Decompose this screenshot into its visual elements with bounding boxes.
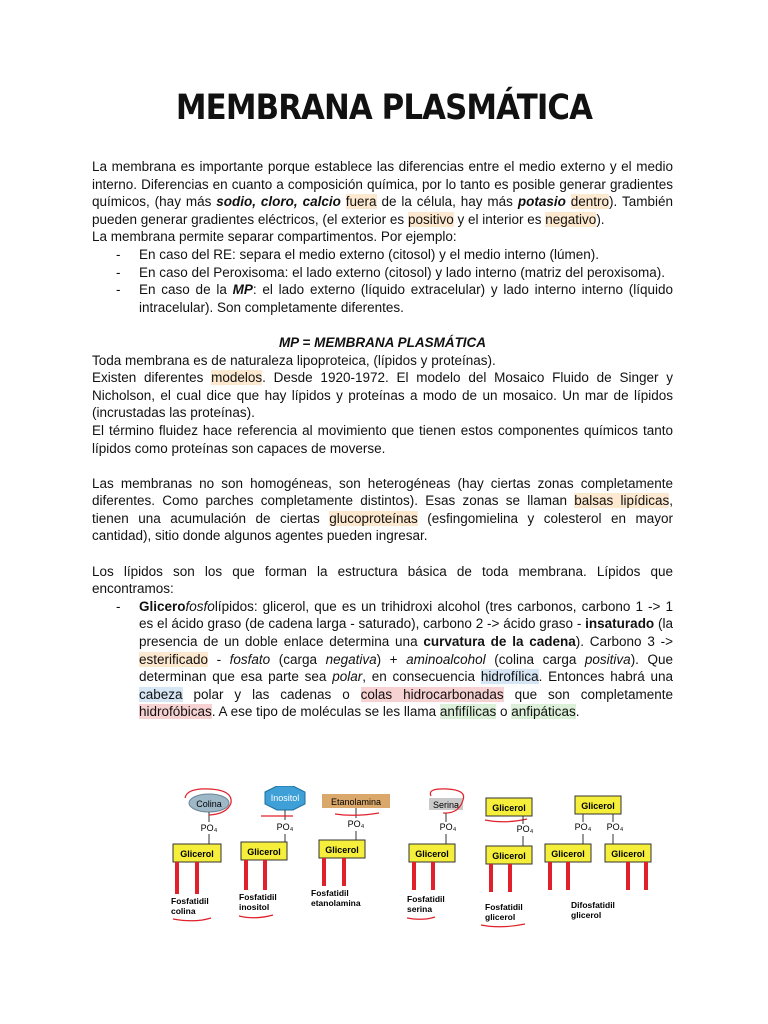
structure-label: Difosfatidil bbox=[571, 900, 615, 910]
glycerol-label: Glicerol bbox=[247, 847, 281, 857]
glycerol-label: Glicerol bbox=[551, 849, 585, 859]
head-label-colina: Colina bbox=[196, 799, 222, 809]
structure-label: Fosfatidil bbox=[485, 902, 523, 912]
structure-label: etanolamina bbox=[311, 898, 361, 908]
list-item: - En caso del Peroxisoma: el lado externo (citosol) y lado interno (matriz del peroxisoma). bbox=[116, 264, 665, 280]
structure-label: Fosfatidil bbox=[407, 894, 445, 904]
diphosphatidylglycerol-structure bbox=[545, 796, 651, 920]
phosphate-label: PO₄ bbox=[347, 819, 365, 829]
page-title: MEMBRANA PLASMÁTICA bbox=[175, 88, 593, 128]
phosphate-label: PO₄ bbox=[574, 822, 592, 832]
glycerol-label: Glicerol bbox=[492, 851, 526, 861]
phosphatidylethanolamine-structure bbox=[311, 794, 390, 908]
list-item: - Glicerofosfolípidos: glicerol, que es un trihidroxi alcohol (tres carbonos, carbono 1 -> 1 es el ácido graso (de cadena larga - saturado), carbono 2 -> ácido graso - insaturado (la presencia de un doble enlace determina una curvatura de la cadena). Carbono 3 -> esterificado - fosfato (carga negativa) + aminoalcohol (colina carga positiva). Que determinan que esa parte sea polar, en consecuencia hidrofílica. Entonces habrá una cabeza polar y las cadenas o colas hidrocarbonadas que son completamente hidrofóbicas. A ese tipo de moléculas se les llama anfifílicas o anfipáticas. bbox=[116, 598, 674, 720]
paragraph-lipids: Los lípidos son los que forman la estructura básica de toda membrana. Lípidos que encontramos: bbox=[92, 563, 673, 597]
phosphate-label: PO₄ bbox=[200, 823, 218, 833]
glycerol-label: Glicerol bbox=[611, 849, 645, 859]
list-item: - En caso de la MP: el lado externo (líquido extracelular) y lado interno interno (líquido intracelular). Son completamente diferentes. bbox=[116, 282, 673, 315]
phospholipid-diagram bbox=[165, 786, 655, 936]
compartment-list bbox=[92, 246, 673, 316]
structure-label: glicerol bbox=[485, 912, 516, 922]
paragraph-compartments: La membrana permite separar compartimentos. Por ejemplo: bbox=[92, 229, 457, 245]
structure-label: Fosfatidil bbox=[239, 892, 277, 902]
structure-label: colina bbox=[171, 906, 196, 916]
lipid-list bbox=[92, 598, 673, 721]
structure-label: Fosfatidil bbox=[311, 888, 349, 898]
glycerol-label: Glicerol bbox=[325, 845, 359, 855]
structure-label: glicerol bbox=[571, 910, 602, 920]
phosphatidylglycerol-structure bbox=[481, 798, 534, 927]
phosphate-label: PO₄ bbox=[276, 822, 294, 832]
head-label-etanolamina: Etanolamina bbox=[330, 797, 382, 807]
glycerol-label: Glicerol bbox=[581, 801, 615, 811]
phosphate-label: PO₄ bbox=[516, 824, 534, 834]
document-body bbox=[92, 158, 673, 721]
structure-label: Fosfatidil bbox=[171, 896, 209, 906]
paragraph-intro: La membrana es importante porque establece las diferencias entre el medio externo y el medio interno. Diferencias en cuanto a composición química, por lo tanto es posible generar gradientes químicos, (hay más sodio, cloro, calcio fuera de la célula, hay más potasio dentro). También pueden generar gradientes eléctricos, (el exterior es positivo y el interior es negativo). bbox=[92, 159, 673, 227]
structure-label: serina bbox=[407, 904, 433, 914]
phospholipid-figure bbox=[165, 786, 655, 936]
section-heading: MP = MEMBRANA PLASMÁTICA bbox=[278, 334, 487, 350]
phosphate-label: PO₄ bbox=[439, 822, 457, 832]
phosphate-label: PO₄ bbox=[606, 822, 624, 832]
structure-label: inositol bbox=[239, 902, 270, 912]
list-item: - En caso del RE: separa el medio externo (citosol) y el medio interno (lúmen). bbox=[116, 246, 599, 262]
glycerol-label: Glicerol bbox=[180, 849, 214, 859]
paragraph-rafts: Las membranas no son homogéneas, son heterogéneas (hay ciertas zonas completamente diferentes. Como parches completamente distintos). Esas zonas se llaman balsas lipídicas, tienen una acumulación de ciertas glucoproteínas (esfingomielina y colesterol en mayor cantidad), sitio donde algunos agentes pueden ingresar. bbox=[92, 475, 674, 544]
phosphatidylserine-structure bbox=[407, 789, 464, 919]
phosphatidylcholine-structure bbox=[171, 789, 231, 921]
glycerol-label: Glicerol bbox=[492, 803, 526, 813]
paragraph-fluidity: El término fluidez hace referencia al movimiento que tienen estos componentes químicos tanto lípidos como proteínas son capaces de moverse. bbox=[92, 422, 673, 456]
head-label-serina: Serina bbox=[432, 800, 460, 810]
paragraph-models: Existen diferentes modelos. Desde 1920-1972. El modelo del Mosaico Fluido de Singer y Nicholson, el cual dice que hay lípidos y proteínas a modo de un mosaico. Un mar de lípidos (incrustadas las proteínas). bbox=[92, 370, 673, 421]
phosphatidylinositol-structure bbox=[239, 786, 305, 918]
head-label-inositol: Inositol bbox=[270, 793, 300, 803]
glycerol-label: Glicerol bbox=[415, 849, 449, 859]
paragraph-lipoproteica: Toda membrana es de naturaleza lipoproteica, (lípidos y proteínas). bbox=[92, 352, 496, 368]
